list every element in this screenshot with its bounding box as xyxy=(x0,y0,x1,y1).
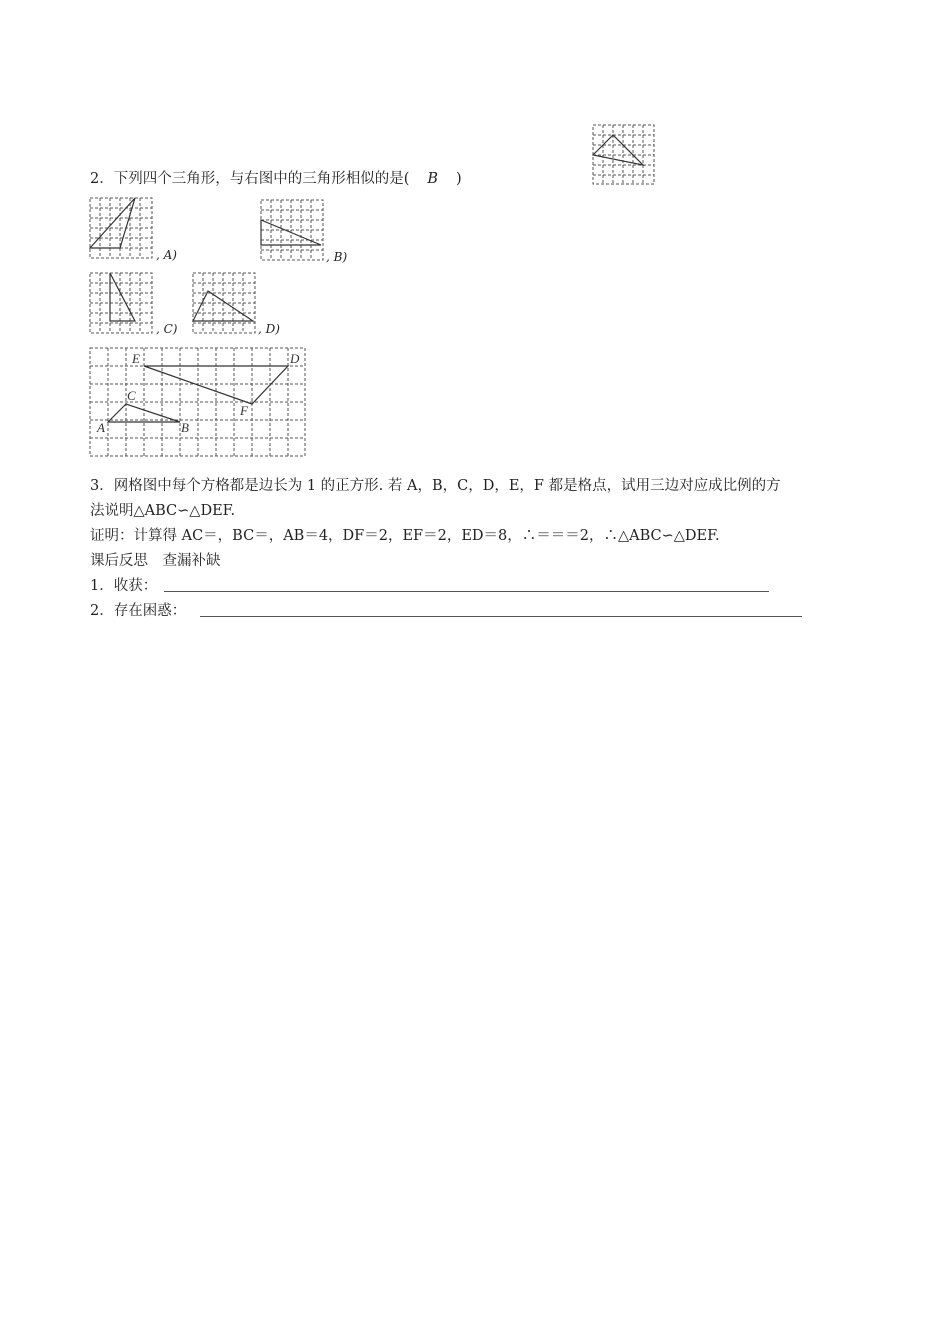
q2-stem: 下列四个三角形，与右图中的三角形相似的是( xyxy=(113,171,410,187)
option-a-label: , A) xyxy=(156,248,177,262)
option-a-figure xyxy=(89,197,154,259)
option-c-label: , C) xyxy=(156,322,178,336)
q3-line1 xyxy=(90,477,781,495)
q2-answer: B xyxy=(427,171,439,187)
option-a-triangle xyxy=(90,198,135,248)
option-c-figure xyxy=(89,272,154,334)
reflection-item-harvest: 1．收获： xyxy=(90,578,158,594)
q3-number: 3． xyxy=(90,478,114,494)
option-d-label: , D) xyxy=(258,322,280,336)
q3-grid-figure xyxy=(89,347,308,459)
q3-proof: 证明：计算得 AC＝，BC＝，AB＝4，DF＝2，EF＝2，ED＝8，∴＝＝＝2，∴△ABC∽△DEF. xyxy=(90,528,720,544)
point-d-label: D xyxy=(290,351,300,366)
q2-line xyxy=(90,170,462,188)
point-a-label: A xyxy=(97,420,105,435)
option-b-label: , B) xyxy=(326,250,348,264)
confusion-answer-line[interactable] xyxy=(200,616,802,617)
option-b-figure xyxy=(260,199,325,261)
reference-triangle xyxy=(593,135,643,165)
point-f-label: F xyxy=(240,403,248,418)
q3-line2: 法说明△ABC∽△DEF. xyxy=(90,503,236,519)
q2-number: 2． xyxy=(90,171,114,187)
point-e-label: E xyxy=(132,351,140,366)
q2-close: ) xyxy=(456,171,462,187)
point-c-label: C xyxy=(127,388,136,403)
reference-triangle-figure xyxy=(592,124,656,186)
reflection-heading: 课后反思 查漏补缺 xyxy=(90,553,221,569)
reflection-item-confusion: 2．存在困惑： xyxy=(90,603,187,619)
point-b-label: B xyxy=(181,420,189,435)
option-c-triangle xyxy=(110,273,135,321)
option-d-figure xyxy=(192,272,257,334)
harvest-answer-line[interactable] xyxy=(164,591,769,592)
q3-stem: 网格图中每个方格都是边长为 1 的正方形. 若 A，B，C，D，E，F 都是格点，试用三边对应成比例的方 xyxy=(113,478,781,494)
